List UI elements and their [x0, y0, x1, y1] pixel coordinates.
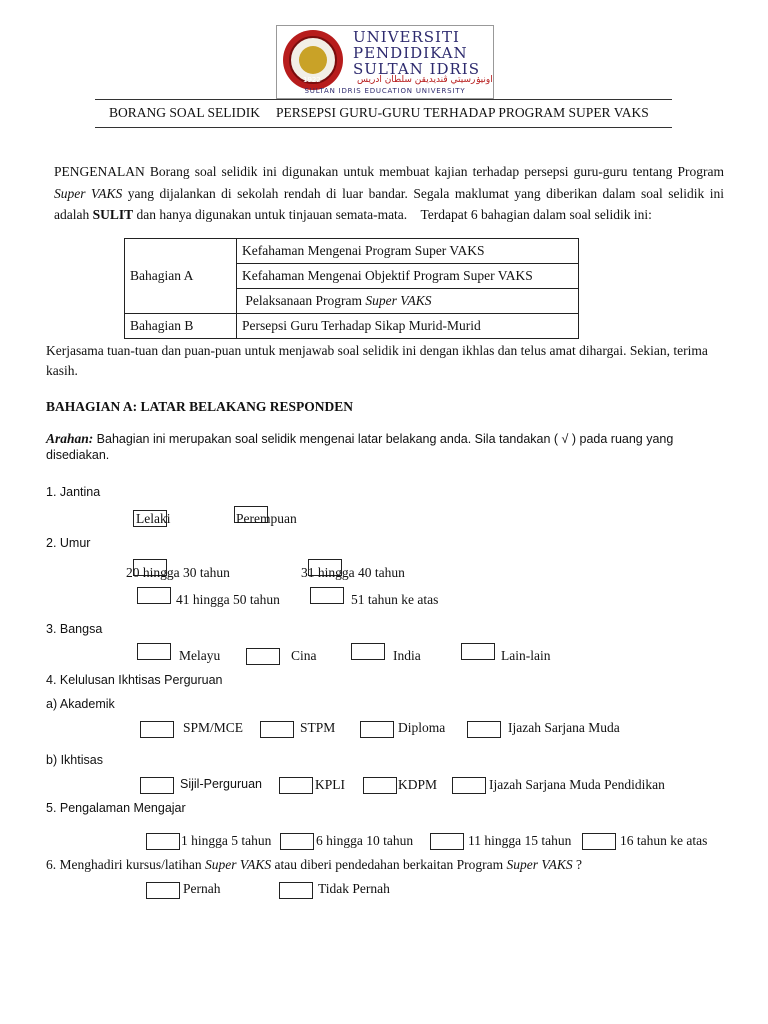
q3-option-india: India [393, 648, 421, 663]
intro-sulit: SULIT [92, 207, 134, 222]
q5-label: 5. Pengalaman Mengajar [46, 801, 186, 815]
seal-year: 1922 [303, 76, 321, 84]
q1-label: 1. Jantina [46, 485, 101, 499]
q1-option-perempuan: Perempuan [236, 511, 297, 526]
table-cell-a-item2: Kefahaman Mengenai Objektif Program Super VAKS [237, 264, 579, 289]
table-cell-a-item3 [237, 289, 579, 314]
q2-option-20-30: 20 hingga 30 tahun [126, 565, 230, 580]
q6-label-b: atau diberi pendedahan berkaitan Program [274, 857, 504, 872]
q4b-option-sijil: Sijil-Perguruan [180, 777, 262, 791]
q5-option-1-5: 1 hingga 5 tahun [181, 833, 272, 848]
checkbox-pengalaman-1-5[interactable] [146, 833, 180, 850]
sections-table [124, 238, 579, 339]
arahan-text: Bahagian ini merupakan soal selidik mengenai latar belakang anda. Sila tandakan ( √ ) pada ruang yang [96, 432, 674, 446]
q2-option-41-50: 41 hingga 50 tahun [176, 592, 280, 607]
q4b-option-kdpm: KDPM [398, 777, 438, 792]
q4a-label: a) Akademik [46, 697, 115, 711]
q6-label [46, 857, 582, 873]
q4a-option-diploma: Diploma [398, 720, 446, 735]
checkbox-cina[interactable] [246, 648, 280, 665]
checkbox-sijil-perguruan[interactable] [140, 777, 174, 794]
intro-text-3b: dan hanya digunakan untuk tinjauan semata-mata. [136, 207, 408, 222]
q4b-option-kpli: KPLI [315, 777, 345, 792]
seal-emblem-icon [299, 46, 327, 74]
checkbox-spm[interactable] [140, 721, 174, 738]
intro-text-1: Borang soal selidik ini digunakan untuk membuat kajian terhadap persepsi guru-guru tentang Program [149, 164, 724, 179]
logo-line-pendidikan: PENDIDIKAN [353, 44, 468, 62]
logo-line-universiti: UNIVERSITI [353, 28, 460, 46]
checkbox-india[interactable] [351, 643, 385, 660]
checkbox-diploma[interactable] [360, 721, 394, 738]
checkbox-pengalaman-6-10[interactable] [280, 833, 314, 850]
intro-program-name: Super VAKS [54, 185, 123, 201]
logo-arabic-text: اونيۏرسيتي ڤنديديقن سلطان ادريس [357, 75, 493, 85]
arahan-line-2: disediakan. [46, 448, 110, 462]
checkbox-pengalaman-11-15[interactable] [430, 833, 464, 850]
a-item3-italic: Super VAKS [365, 293, 432, 308]
q6-label-a: 6. Menghadiri kursus/latihan [46, 857, 202, 872]
q3-option-melayu: Melayu [179, 648, 221, 663]
header-top-rule [95, 99, 672, 100]
q4b-option-ijazah-pendidikan: Ijazah Sarjana Muda Pendidikan [489, 777, 665, 792]
logo-line-sultan-idris: SULTAN IDRIS [353, 60, 481, 78]
thanks-line-2: kasih. [46, 363, 78, 378]
q6-option-tidak-pernah: Tidak Pernah [318, 881, 390, 896]
checkbox-tidak-pernah[interactable] [279, 882, 313, 899]
checkbox-ijazah-pendidikan[interactable] [452, 777, 486, 794]
q2-label: 2. Umur [46, 536, 91, 550]
q3-option-lain-lain: Lain-lain [501, 648, 551, 663]
intro-text-2: yang dijalankan di sekolah rendah di luar bandar. Segala maklumat yang diberikan dalam soal selidik ini [127, 185, 725, 201]
q5-option-6-10: 6 hingga 10 tahun [316, 833, 414, 848]
q3-option-cina: Cina [291, 648, 317, 663]
q6-italic-2: Super VAKS [506, 857, 573, 872]
section-a-title: BAHAGIAN A: LATAR BELAKANG RESPONDEN [46, 399, 354, 414]
intro-heading: PENGENALAN [54, 164, 145, 179]
q6-italic-1: Super VAKS [204, 857, 272, 872]
form-title: PERSEPSI GURU-GURU TERHADAP PROGRAM SUPER VAKS [276, 105, 649, 120]
q5-option-16: 16 tahun ke atas [620, 833, 708, 848]
checkbox-melayu[interactable] [137, 643, 171, 660]
q2-option-51: 51 tahun ke atas [351, 592, 439, 607]
q4a-option-stpm: STPM [300, 720, 336, 735]
q4b-label: b) Ikhtisas [46, 753, 103, 767]
arahan-line-1 [46, 431, 673, 447]
checkbox-pengalaman-16[interactable] [582, 833, 616, 850]
q4a-option-ijazah: Ijazah Sarjana Muda [508, 720, 620, 735]
checkbox-pernah[interactable] [146, 882, 180, 899]
checkbox-stpm[interactable] [260, 721, 294, 738]
checkbox-kpli[interactable] [279, 777, 313, 794]
university-logo [276, 25, 494, 99]
checkbox-umur-51[interactable] [310, 587, 344, 604]
q1-option-lelaki: Lelaki [136, 511, 171, 526]
q4a-option-spm: SPM/MCE [183, 720, 244, 735]
q2-option-31-40: 31 hingga 40 tahun [301, 565, 405, 580]
q6-label-c: ? [576, 857, 583, 872]
header-bottom-rule [95, 127, 672, 128]
intro-text-3c: Terdapat 6 bahagian dalam soal selidik ini: [420, 207, 652, 222]
q3-label: 3. Bangsa [46, 622, 103, 636]
checkbox-ijazah-sarjana-muda[interactable] [467, 721, 501, 738]
thanks-line-1: Kerjasama tuan-tuan dan puan-puan untuk menjawab soal selidik ini dengan ikhlas dan telus amat dihargai. Sekian, terima [46, 343, 708, 358]
logo-subtitle: SULTAN IDRIS EDUCATION UNIVERSITY [304, 87, 466, 95]
q5-option-11-15: 11 hingga 15 tahun [468, 833, 572, 848]
intro-paragraph [54, 161, 724, 226]
intro-text-3a: adalah [54, 207, 90, 222]
table-cell-a-item1: Kefahaman Mengenai Program Super VAKS [237, 239, 579, 264]
table-cell-bahagian-b: Bahagian B [125, 314, 237, 339]
arahan-label: Arahan: [46, 431, 94, 446]
checkbox-lain-lain[interactable] [461, 643, 495, 660]
table-cell-bahagian-a: Bahagian A [125, 239, 237, 314]
checkbox-umur-41-50[interactable] [137, 587, 171, 604]
table-cell-b-item1: Persepsi Guru Terhadap Sikap Murid-Murid [237, 314, 579, 339]
q4-label: 4. Kelulusan Ikhtisas Perguruan [46, 673, 223, 687]
checkbox-kdpm[interactable] [363, 777, 397, 794]
q6-option-pernah: Pernah [183, 881, 221, 896]
a-item3-prefix: Pelaksanaan Program [245, 293, 362, 308]
form-label: BORANG SOAL SELIDIK [109, 105, 260, 120]
